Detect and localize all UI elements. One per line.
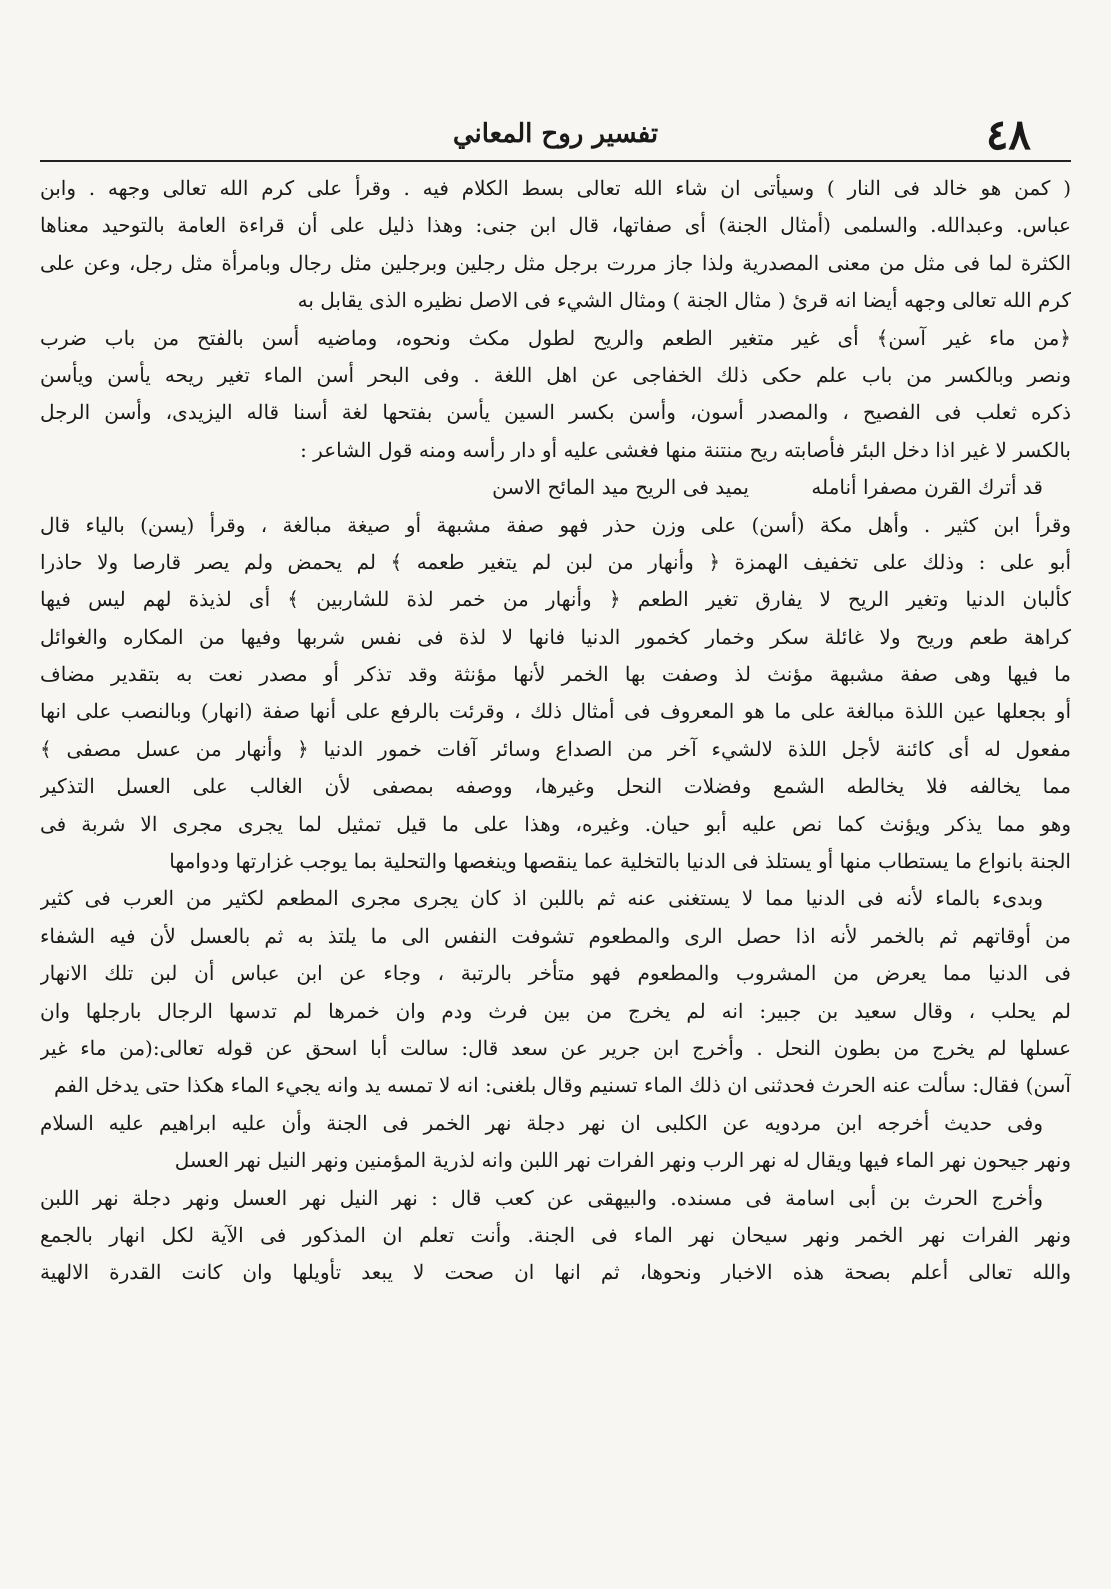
text-line: بالكسر لا غير اذا دخل البئر فأصابته ريح منتنة منها فغشى عليه أو دار رأسه ومنه قول الشاعر : <box>300 437 1071 462</box>
text-line: ونهر الفرات نهر الخمر ونهر سيحان نهر الماء فى الجنة. وأنت تعلم ان المذكور فى الآية لكل انهار بالجمع <box>40 1222 1071 1247</box>
text-line: كرم الله تعالى وجهه أيضا انه قرئ ( مثال الجنة ) ومثال الشيء فى الاصل نظيره الذى يقابل به <box>297 288 1071 313</box>
text-line: لم يحلب ، وقال سعيد بن جبير: انه لم يخرج من بين فرث ودم وان خمرها لم تدسها الرجال بارجلها وان <box>40 998 1071 1023</box>
text-line: وأخرج الحرث بن أبى اسامة فى مسنده. والبيهقى عن كعب قال : نهر النيل نهر العسل ونهر دجلة نهر اللبن <box>40 1185 1043 1210</box>
text-line: وبدىء بالماء لأنه فى الدنيا مما لا يستغنى عنه ثم باللبن اذ كان يجرى مجرى المطعم لكثير من العرب فى كثير <box>40 886 1044 911</box>
poem-second-hemistich: يميد فى الريح ميد المائح الاسن <box>492 475 749 500</box>
page-number: ٤٨ <box>985 110 1031 159</box>
text-line: فى الدنيا مما يعرض من المشروب والمطعوم فهو متأخر بالرتبة ، وجاء عن ابن عباس أن لبن تلك الانهار <box>40 961 1071 986</box>
text-line: الجنة بانواع ما يستطاب منها أو يستلذ فى الدنيا بالتخلية عما ينقصها وينغصها والتحلية بما يوجب غزارتها ودوامها <box>169 849 1071 874</box>
poem-verse <box>40 469 1071 506</box>
text-line: عباس. وعبدالله. والسلمى (أمثال الجنة) أى صفاتها، قال ابن جنى: وهذا ذليل على أن قراءة العامة بالتوحيد معناها <box>40 213 1071 238</box>
text-line: أو بجعلها عين اللذة مبالغة على ما هو المعروف فى أمثال ذلك ، وقرئت بالرفع على أنها صفة (انهار) وبالنصب على انها <box>40 699 1071 724</box>
text-line: وفى حديث أخرجه ابن مردويه عن الكلبى ان نهر دجلة نهر الخمر فى الجنة وأن عليه ابراهيم عليه السلام <box>40 1110 1043 1135</box>
text-line: ونهر جيحون نهر الماء فيها ويقال له نهر الرب ونهر الفرات نهر اللبن وانه لذرية المؤمنين ونهر النيل نهر العسل <box>174 1148 1071 1173</box>
text-line: ﴿من ماء غير آسن﴾ أى غير متغير الطعم والريح لطول مكث ونحوه، وماضيه أسن بالفتح من باب ضرب <box>40 325 1071 350</box>
text-line: أبو على : وذلك على تخفيف الهمزة ﴿ وأنهار من لبن لم يتغير طعمه ﴾ لم يحمض ولم يصر قارصا ولا حاذرا <box>40 549 1071 574</box>
text-line: من أوقاتهم ثم بالخمر لأنه اذا حصل الرى والمطعوم تشوفت النفس الى ما يلتذ به ثم بالعسل لأن فيه الشفاء <box>40 923 1071 948</box>
text-line: وهو مما يذكر ويؤنث كما نص عليه أبو حيان. وغيره، وهذا على ما قيل تمثيل لما يجرى مجرى الا شربة فى <box>40 811 1071 836</box>
text-line: عسلها لم يخرج من بطون النحل . وأخرج ابن جرير عن سعد قال: سالت أبا اسحق عن قوله تعالى:(من ماء غير <box>40 1035 1071 1060</box>
text-line: ونصر وبالكسر من باب علم حكى ذلك الخفاجى عن اهل اللغة . وفى البحر أسن الماء تغير ريحه يأسن ويأسن <box>40 362 1071 387</box>
poem-first-hemistich: قد أترك القرن مصفرا أنامله <box>811 475 1043 500</box>
text-line: كراهة طعم وريح ولا غائلة سكر وخمار كخمور الدنيا فانها لا لذة فى نفس شربها وفيها من المكاره والغوائل <box>40 624 1071 649</box>
header-rule <box>40 160 1071 162</box>
text-line: وقرأ ابن كثير . وأهل مكة (أسن) على وزن حذر فهو صفة مشبهة أو صيغة مبالغة ، وقرأ (يسن) بالياء قال <box>40 512 1071 537</box>
page-header <box>40 108 1071 160</box>
text-line: والله تعالى أعلم بصحة هذه الاخبار ونحوها، ثم انها ان صحت لا يبعد تأويلها وان كانت القدرة الالهية <box>40 1260 1071 1285</box>
text-line: آسن) فقال: سألت عنه الحرث فحدثنى ان ذلك الماء تسنيم وقال بلغنى: انه لا تمسه يد وانه يجيء الماء هكذا حتى يدخل الفم <box>53 1073 1071 1098</box>
text-line: الكثرة لما فى مثل من معنى المصدرية ولذا جاز مررت برجل مثل رجلين وبرجلين مثل رجال وبامرأة مثل رجل، وعن على <box>40 250 1071 275</box>
text-body <box>40 170 1071 1292</box>
text-line: ( كمن هو خالد فى النار ) وسيأتى ان شاء الله تعالى بسط الكلام فيه . وقرأ على كرم الله تعالى وجهه . وابن <box>40 176 1071 200</box>
book-title: تفسير روح المعاني <box>452 119 659 149</box>
text-line: كألبان الدنيا وتغير الريح لا يفارق تغير الطعم ﴿ وأنهار من خمر لذة للشاربين ﴾ أى لذيذة لهم ليس فيها <box>40 587 1071 612</box>
text-line: مفعول له أى كائنة لأجل اللذة لالشيء آخر من الصداع وسائر آفات خمور الدنيا ﴿ وأنهار من عسل مصفى ﴾ <box>40 736 1071 761</box>
text-line: ما فيها وهى صفة مشبهة مؤنث لذ وصفت بها الخمر لأنها مؤنثة وقد تذكر أو مصدر نعت به بتقدير مضاف <box>40 662 1071 687</box>
text-line: مما يخالفه فلا يخالطه الشمع وفضلات النحل وغيرها، ووصفه بمصفى لأن الغالب على العسل التذكير <box>40 774 1071 799</box>
text-line: ذكره ثعلب فى الفصيح ، والمصدر أسون، وأسن بكسر السين يأسن بفتحها لغة أسنا قاله اليزيدى، وأسن الرجل <box>40 400 1071 425</box>
